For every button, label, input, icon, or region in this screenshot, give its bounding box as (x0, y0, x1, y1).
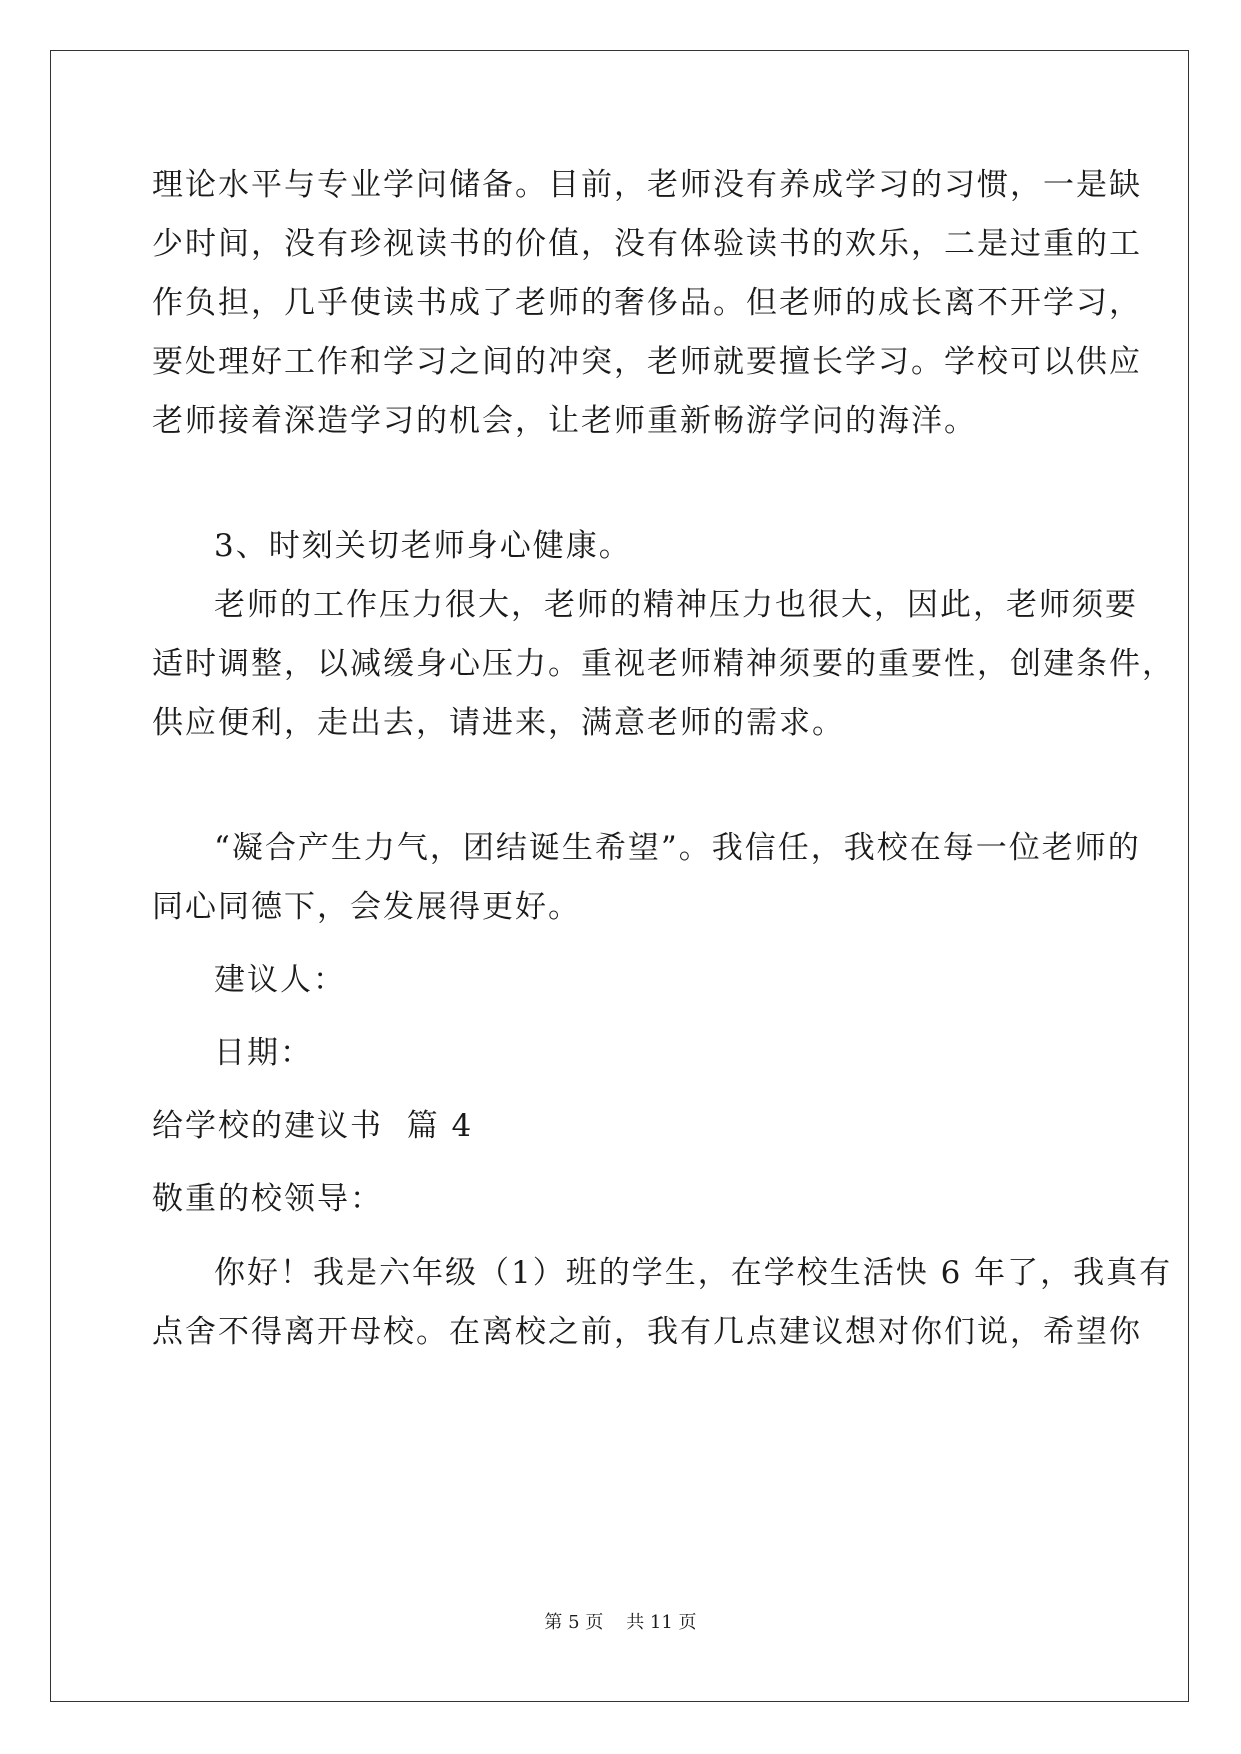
quote-line: “凝合产生力气，团结诞生希望”。我信任，我校在每一位老师的 (214, 830, 1141, 866)
body-line: 点舍不得离开母校。在离校之前，我有几点建议想对你们说，希望你 (152, 1314, 1142, 1350)
body-line: 同心同德下，会发展得更好。 (152, 889, 581, 925)
section-title: 给学校的建议书 篇 4 (152, 1108, 474, 1144)
body-line: 适时调整，以减缓身心压力。重视老师精神须要的重要性，创建条件， (152, 646, 1175, 682)
body-line: 要处理好工作和学习之间的冲突，老师就要擅长学习。学校可以供应 (152, 344, 1142, 380)
body-line: 理论水平与专业学问储备。目前，老师没有养成学习的习惯，一是缺 (152, 167, 1142, 203)
page-number-footer: 第 5 页 共 11 页 (544, 1612, 697, 1633)
body-line: 供应便利，走出去，请进来，满意老师的需求。 (152, 705, 845, 741)
date-label: 日期： (214, 1035, 313, 1071)
body-line: 作负担，几乎使读书成了老师的奢侈品。但老师的成长离不开学习， (152, 285, 1142, 321)
body-line: 你好！我是六年级（1）班的学生，在学校生活快 6 年了，我真有 (214, 1255, 1173, 1291)
signature-label: 建议人： (214, 962, 346, 998)
body-line: 少时间，没有珍视读书的价值，没有体验读书的欢乐，二是过重的工 (152, 226, 1142, 262)
body-line: 老师的工作压力很大，老师的精神压力也很大，因此，老师须要 (214, 587, 1138, 623)
body-line: 老师接着深造学习的机会，让老师重新畅游学问的海洋。 (152, 403, 977, 439)
section-heading: 3、时刻关切老师身心健康。 (214, 528, 632, 564)
salutation: 敬重的校领导： (152, 1181, 383, 1217)
